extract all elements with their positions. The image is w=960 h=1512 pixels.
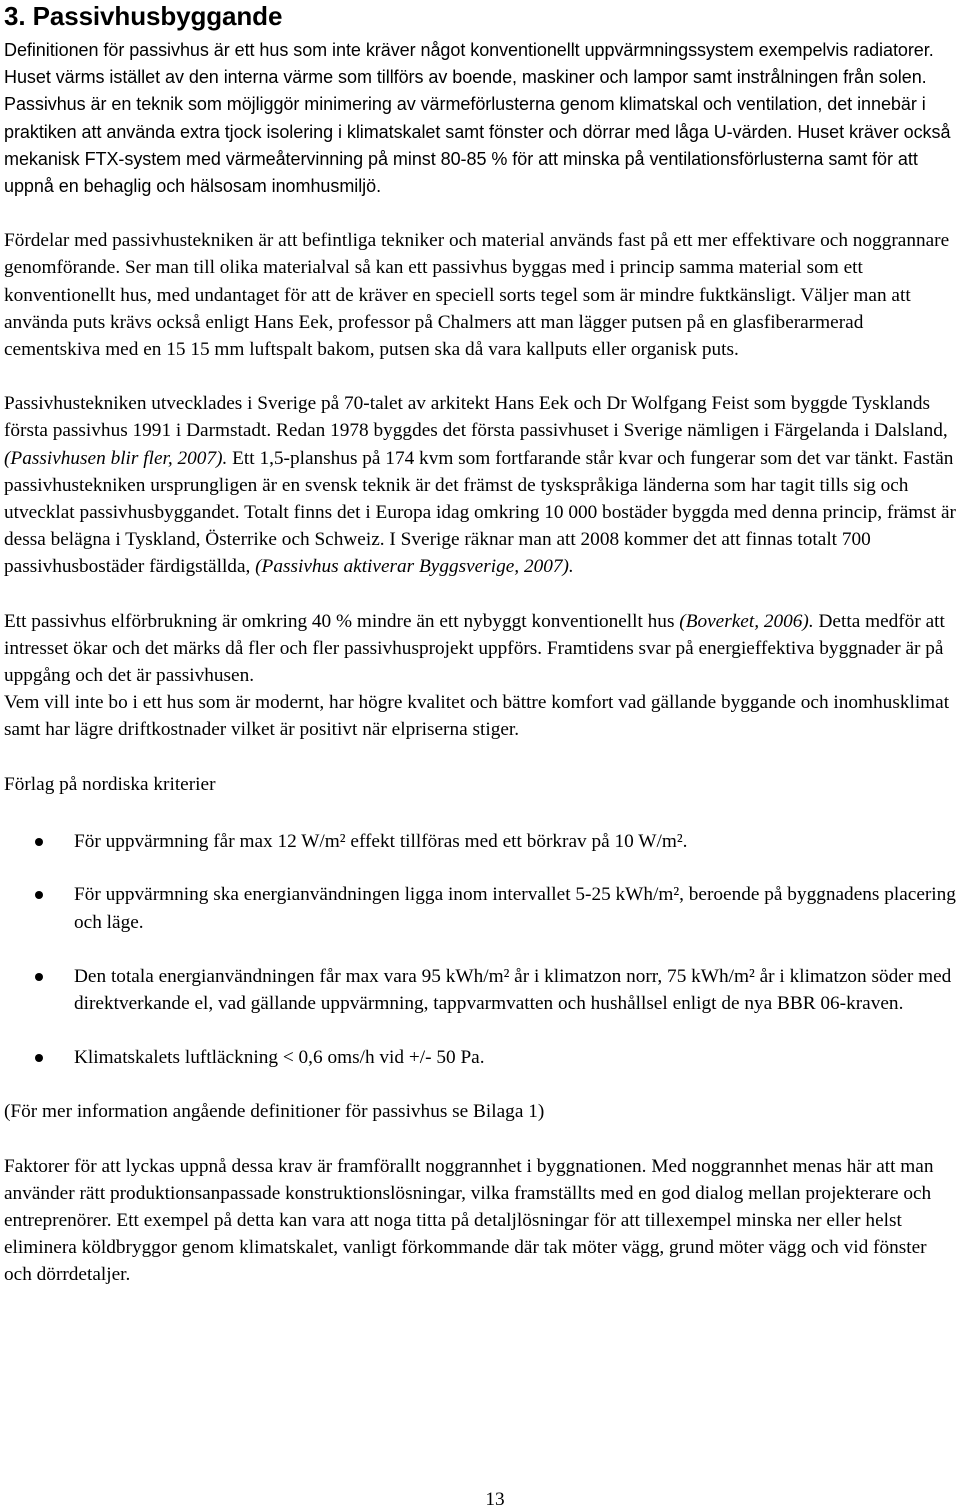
spacer [4, 1071, 956, 1098]
paragraph-consumption [4, 608, 956, 744]
paragraph-history [4, 390, 956, 580]
bullet-icon [35, 973, 43, 981]
citation-passivhusen: (Passivhusen blir fler, 2007). [4, 447, 228, 469]
spacer [4, 581, 956, 608]
criteria-title: Förlag på nordiska kriterier [4, 773, 216, 795]
consumption-text-b: Detta medför att intresset ökar och det märks då fler och fler passivhusprojekt uppförs. Framtidens svar på energieffektiva byggnader är på uppgång och det är passivhusen. [4, 610, 945, 687]
criteria-item-text: Den totala energianvändningen får max vara 95 kWh/m² år i klimatzon norr, 75 kWh/m² år i klimatzon söder med direktverkande el, vad gällande uppvärmning, tappvarmvatten och hushållsel enligt de nya BBR 06-kraven. [74, 965, 952, 1015]
citation-passivhus-aktiverar: (Passivhus aktiverar Byggsverige, 2007). [255, 556, 574, 578]
consumption-text-c: Vem vill inte bo i ett hus som är modernt, har högre kvalitet och bättre komfort vad gällande byggande och inomhusklimat samt har lägre driftkostnader vilket är positivt när elpriserna stiger. [4, 692, 950, 741]
criteria-item [4, 963, 956, 1018]
criteria-item-text: För uppvärmning får max 12 W/m² effekt tillföras med ett börkrav på 10 W/m². [74, 830, 688, 852]
spacer [4, 363, 956, 390]
page-number: 13 [485, 1489, 505, 1510]
bullet-icon [35, 1054, 43, 1062]
paragraph-factors: Faktorer för att lyckas uppnå dessa krav är framförallt noggrannhet i byggnationen. Med noggrannhet menas här att man använder rätt produktionsanpassade konstruktionslösningar, vilka framställts med en god dialog mellan projekterare och entreprenörer. Ett exempel på detta kan vara att noga titta på detaljlösningar för att tillexempel minska ner eller helst eliminera köldbryggor genom klimatskalet, vanligt förkommande där tak möter vägg, grund möter vägg och vid fönster och dörrdetaljer. [4, 1155, 934, 1286]
criteria-item [4, 828, 956, 856]
criteria-item-text: Klimatskalets luftläckning < 0,6 oms/h vid +/- 50 Pa. [74, 1046, 485, 1068]
history-text-b: Ett 1,5-planshus på 174 kvm som fortfarande står kvar och fungerar som det var tänkt. Fastän passivhustekniken ursprungligen är en svensk teknik är det främst de tyskspråkiga länderna som har tagit tills sig och utvecklat passivhusbyggandet. Totalt finns det i Europa idag omkring 10 000 bostäder byggda med denna princip, främst är dessa belägna i Tyskland, Österrike och Schweiz. I Sverige räknar man att 2008 kommer det att finnas totalt 700 passivhusbostäder färdigställda, [4, 447, 956, 578]
bullet-icon [35, 891, 43, 899]
criteria-list [4, 828, 956, 1072]
document-page [4, 0, 956, 1289]
spacer [4, 200, 956, 227]
paragraph-definition: Definitionen för passivhus är ett hus som inte kräver något konventionellt uppvärmningssystem exempelvis radiatorer. Huset värms istället av den interna värme som tillförs av boende, maskiner och lampor samt instrålningen från solen. Passivhus är en teknik som möjliggör minimering av värmeförlusterna genom klimatskal och ventilation, det innebär i praktiken att använda extra tjock isolering i klimatskalet samt fönster och dörrar med låga U-värden. Huset kräver också mekanisk FTX-system med värmeåtervinning på minst 80-85 % för att minska på ventilationsförlusterna samt för att uppnå en behaglig och hälsosam inomhusmiljö. [4, 40, 951, 197]
paragraph-advantages: Fördelar med passivhustekniken är att befintliga tekniker och material används fast på ett mer effektivare och noggrannare genomförande. Ser man till olika materialval så kan ett passivhus byggas med i princip samma material som ett konventionellt hus, med undantaget för att de kräver en speciell sorts tegel som är mindre fuktkänsligt. Väljer man att använda puts krävs också enligt Hans Eek, professor på Chalmers att man lägger putsen på en glasfiberarmerad cementskiva med en 15 15 mm luftspalt bakom, putsen ska då vara kallputs eller organisk puts. [4, 230, 950, 361]
citation-boverket: (Boverket, 2006). [679, 610, 814, 632]
consumption-text-a: Ett passivhus elförbrukning är omkring 40 % mindre än ett nybyggt konventionellt hus [4, 610, 680, 632]
bullet-icon [35, 838, 43, 846]
section-heading: 3. Passivhusbyggande [4, 1, 283, 31]
history-text-a: Passivhustekniken utvecklades i Sverige på 70-talet av arkitekt Hans Eek och Dr Wolfgang Feist som byggde Tysklands första passivhus 1991 i Darmstadt. Redan 1978 byggdes det första passivhuset i Sverige nämligen i Färgelanda i Dalsland, [4, 393, 948, 442]
spacer [4, 1126, 956, 1153]
criteria-item [4, 881, 956, 936]
criteria-item [4, 1044, 956, 1072]
criteria-item-text: För uppvärmning ska energianvändningen ligga inom intervallet 5-25 kWh/m², beroende på byggnadens placering och läge. [74, 884, 956, 934]
more-info-note: (För mer information angående definitioner för passivhus se Bilaga 1) [4, 1101, 545, 1123]
spacer [4, 798, 956, 828]
spacer [4, 744, 956, 771]
